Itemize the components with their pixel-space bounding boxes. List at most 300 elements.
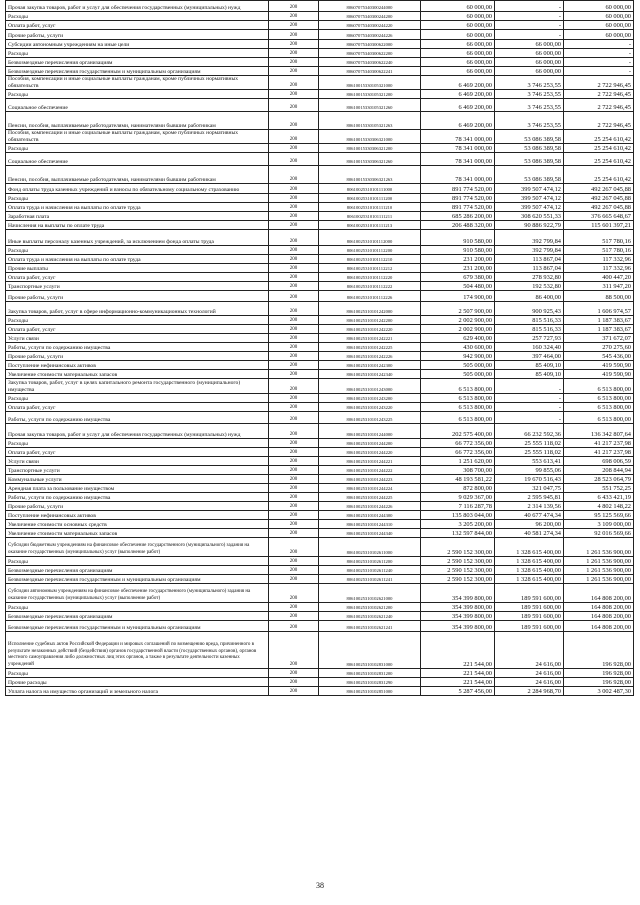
expense-name-cell: Пособия, компенсации и иные социальные выплаты гражданам, кроме публичных нормативных обязательств — [6, 76, 269, 90]
expense-name-cell: Социальное обеспечение — [6, 99, 269, 112]
approved-appropriations-cell: 132 597 844,00 — [421, 529, 495, 538]
expense-name-cell: Расходы — [6, 90, 269, 99]
line-code-cell: 200 — [269, 603, 319, 612]
approved-appropriations-cell: 2 002 900,00 — [421, 316, 495, 325]
executed-amount-cell: 53 086 389,58 — [495, 144, 564, 153]
table-row — [6, 394, 634, 403]
approved-appropriations-cell: 891 774 520,00 — [421, 184, 495, 194]
table-row — [6, 194, 634, 203]
line-code-cell: 200 — [269, 255, 319, 264]
unexecuted-appropriations-cell: 517 780,16 — [564, 246, 634, 255]
line-code-cell: 200 — [269, 343, 319, 352]
unexecuted-appropriations-cell: 545 436,00 — [564, 352, 634, 361]
expense-name-cell: Закупка товаров, работ, услуг в целях капитального ремонта государственного (муниципального) имущества — [6, 379, 269, 394]
expense-name-cell: Расходы — [6, 316, 269, 325]
approved-appropriations-cell: 1 251 620,00 — [421, 457, 495, 466]
line-code-cell: 200 — [269, 130, 319, 144]
approved-appropriations-cell: 2 590 152 300,00 — [421, 566, 495, 575]
unexecuted-appropriations-cell: 164 808 200,00 — [564, 603, 634, 612]
expense-name-cell: Транспортные услуги — [6, 466, 269, 475]
approved-appropriations-cell: 78 341 000,00 — [421, 144, 495, 153]
budget-classification-code-cell: 80607075340300622240 — [319, 58, 421, 67]
line-code-cell: 200 — [269, 566, 319, 575]
approved-appropriations-cell: 6 469 200,00 — [421, 76, 495, 90]
table-row — [6, 30, 634, 40]
budget-classification-code-cell: 80610015330105321000 — [319, 76, 421, 90]
budget-classification-code-cell: 80610025310101242300 — [319, 361, 421, 370]
executed-amount-cell: 25 555 118,02 — [495, 439, 564, 448]
approved-appropriations-cell: 60 000,00 — [421, 21, 495, 30]
executed-amount-cell: 189 591 600,00 — [495, 621, 564, 632]
executed-amount-cell: 3 746 253,55 — [495, 112, 564, 130]
budget-classification-code-cell: 80610025310102831290 — [319, 678, 421, 687]
expense-name-cell: Субсидии автономным учреждениям на финансовое обеспечение государственного (муниципального) задания на оказание государственных (муниципальных) услуг (выполнение работ) — [6, 584, 269, 603]
line-code-cell: 200 — [269, 403, 319, 412]
budget-classification-code-cell: 80610025310101112210 — [319, 255, 421, 264]
line-code-cell: 200 — [269, 412, 319, 424]
unexecuted-appropriations-cell: 88 500,00 — [564, 291, 634, 302]
expense-name-cell: Расходы — [6, 394, 269, 403]
executed-amount-cell: 278 932,80 — [495, 273, 564, 282]
table-body — [6, 1, 634, 696]
line-code-cell: 200 — [269, 511, 319, 520]
budget-classification-code-cell: 80610025310101243220 — [319, 403, 421, 412]
table-row — [6, 246, 634, 255]
approved-appropriations-cell: 174 900,00 — [421, 291, 495, 302]
unexecuted-appropriations-cell: - — [564, 40, 634, 49]
executed-amount-cell: 399 507 474,12 — [495, 194, 564, 203]
table-row — [6, 1, 634, 12]
approved-appropriations-cell: 6 469 200,00 — [421, 90, 495, 99]
executed-amount-cell: 392 799,84 — [495, 246, 564, 255]
approved-appropriations-cell: 6 469 200,00 — [421, 112, 495, 130]
unexecuted-appropriations-cell: 164 808 200,00 — [564, 621, 634, 632]
approved-appropriations-cell: 60 000,00 — [421, 30, 495, 40]
budget-classification-code-cell: 80610015330306321000 — [319, 130, 421, 144]
expense-name-cell: Оплата работ, услуг — [6, 448, 269, 457]
executed-amount-cell: - — [495, 412, 564, 424]
expense-name-cell: Расходы — [6, 49, 269, 58]
executed-amount-cell: 66 000,00 — [495, 40, 564, 49]
budget-classification-code-cell: 80607075340300244226 — [319, 30, 421, 40]
line-code-cell: 200 — [269, 12, 319, 21]
executed-amount-cell: 257 727,93 — [495, 334, 564, 343]
executed-amount-cell: 19 670 516,43 — [495, 475, 564, 484]
line-code-cell: 200 — [269, 475, 319, 484]
expense-name-cell: Увеличение стоимости материальных запасов — [6, 370, 269, 379]
line-code-cell: 200 — [269, 203, 319, 212]
line-code-cell: 200 — [269, 40, 319, 49]
executed-amount-cell: - — [495, 30, 564, 40]
unexecuted-appropriations-cell: 1 187 383,67 — [564, 316, 634, 325]
line-code-cell: 200 — [269, 632, 319, 669]
executed-amount-cell: - — [495, 403, 564, 412]
unexecuted-appropriations-cell: 3 002 487,30 — [564, 687, 634, 696]
line-code-cell: 200 — [269, 529, 319, 538]
approved-appropriations-cell: 2 507 900,00 — [421, 302, 495, 316]
line-code-cell: 200 — [269, 520, 319, 529]
unexecuted-appropriations-cell: - — [564, 49, 634, 58]
budget-classification-code-cell: 80610025310101111000 — [319, 184, 421, 194]
executed-amount-cell: 2 314 139,56 — [495, 502, 564, 511]
line-code-cell: 200 — [269, 76, 319, 90]
approved-appropriations-cell: 685 286 200,00 — [421, 212, 495, 221]
executed-amount-cell: - — [495, 379, 564, 394]
approved-appropriations-cell: 504 480,00 — [421, 282, 495, 291]
expense-name-cell: Арендная плата за пользование имуществом — [6, 484, 269, 493]
unexecuted-appropriations-cell: - — [564, 58, 634, 67]
unexecuted-appropriations-cell: 60 000,00 — [564, 21, 634, 30]
approved-appropriations-cell: 206 488 320,00 — [421, 221, 495, 230]
table-row — [6, 603, 634, 612]
executed-amount-cell: 40 581 274,34 — [495, 529, 564, 538]
unexecuted-appropriations-cell: 208 844,94 — [564, 466, 634, 475]
approved-appropriations-cell: 78 341 000,00 — [421, 166, 495, 184]
budget-classification-code-cell: 80610025310102621240 — [319, 612, 421, 621]
table-row — [6, 669, 634, 678]
expense-name-cell: Пенсии, пособия, выплачиваемые работодателями, нанимателями бывшим работникам — [6, 112, 269, 130]
budget-classification-code-cell: 80610025310101243200 — [319, 394, 421, 403]
expense-name-cell: Безвозмездные перечисления организациям — [6, 58, 269, 67]
expense-name-cell: Безвозмездные перечисления организациям — [6, 612, 269, 621]
budget-classification-code-cell: 80610025310101111213 — [319, 221, 421, 230]
table-row — [6, 230, 634, 246]
unexecuted-appropriations-cell: 164 808 200,00 — [564, 584, 634, 603]
budget-classification-code-cell: 80607075340300622200 — [319, 49, 421, 58]
unexecuted-appropriations-cell: 419 590,90 — [564, 361, 634, 370]
unexecuted-appropriations-cell: 400 447,20 — [564, 273, 634, 282]
approved-appropriations-cell: 942 900,00 — [421, 352, 495, 361]
budget-classification-code-cell: 80610025310102621200 — [319, 603, 421, 612]
budget-classification-code-cell: 80610025310101242200 — [319, 316, 421, 325]
unexecuted-appropriations-cell: 2 722 946,45 — [564, 90, 634, 99]
expense-name-cell: Начисления на выплаты по оплате труда — [6, 221, 269, 230]
executed-amount-cell: 53 086 389,58 — [495, 130, 564, 144]
executed-amount-cell: - — [495, 394, 564, 403]
approved-appropriations-cell: 2 002 900,00 — [421, 325, 495, 334]
executed-amount-cell: 1 328 615 400,00 — [495, 575, 564, 584]
table-row — [6, 302, 634, 316]
approved-appropriations-cell: 6 513 800,00 — [421, 379, 495, 394]
budget-classification-code-cell: 80610025310101244224 — [319, 484, 421, 493]
executed-amount-cell: 24 616,00 — [495, 678, 564, 687]
table-row — [6, 112, 634, 130]
unexecuted-appropriations-cell: 196 928,00 — [564, 632, 634, 669]
expense-name-cell: Поступление нефинансовых активов — [6, 511, 269, 520]
approved-appropriations-cell: 66 000,00 — [421, 49, 495, 58]
line-code-cell: 200 — [269, 457, 319, 466]
table-row — [6, 334, 634, 343]
approved-appropriations-cell: 221 544,00 — [421, 678, 495, 687]
table-row — [6, 282, 634, 291]
executed-amount-cell: 1 328 615 400,00 — [495, 538, 564, 557]
approved-appropriations-cell: 202 575 400,00 — [421, 424, 495, 439]
line-code-cell: 200 — [269, 352, 319, 361]
unexecuted-appropriations-cell: 25 254 610,42 — [564, 144, 634, 153]
approved-appropriations-cell: 6 513 800,00 — [421, 394, 495, 403]
table-row — [6, 621, 634, 632]
unexecuted-appropriations-cell: 196 928,00 — [564, 678, 634, 687]
budget-classification-code-cell: 80610025310101242000 — [319, 302, 421, 316]
expense-name-cell: Прочие выплаты — [6, 264, 269, 273]
unexecuted-appropriations-cell: 1 261 536 900,00 — [564, 538, 634, 557]
unexecuted-appropriations-cell: 376 665 648,67 — [564, 212, 634, 221]
table-row — [6, 12, 634, 21]
line-code-cell: 200 — [269, 291, 319, 302]
expense-name-cell: Увеличение стоимости материальных запасов — [6, 529, 269, 538]
approved-appropriations-cell: 354 399 800,00 — [421, 621, 495, 632]
approved-appropriations-cell: 66 000,00 — [421, 58, 495, 67]
expense-name-cell: Оплата работ, услуг — [6, 325, 269, 334]
expense-name-cell: Оплата работ, услуг — [6, 21, 269, 30]
approved-appropriations-cell: 891 774 520,00 — [421, 194, 495, 203]
table-row — [6, 424, 634, 439]
budget-classification-code-cell: 80610025310101112000 — [319, 230, 421, 246]
approved-appropriations-cell: 135 803 044,00 — [421, 511, 495, 520]
budget-classification-code-cell: 80610025310101111210 — [319, 203, 421, 212]
table-row — [6, 632, 634, 669]
expense-name-cell: Безвозмездные перечисления государственным и муниципальным организациям — [6, 575, 269, 584]
budget-classification-code-cell: 80610025310101242225 — [319, 343, 421, 352]
budget-classification-code-cell: 80610025310101242226 — [319, 352, 421, 361]
table-row — [6, 325, 634, 334]
table-row — [6, 575, 634, 584]
expense-name-cell: Коммунальные услуги — [6, 475, 269, 484]
expense-name-cell: Расходы — [6, 144, 269, 153]
approved-appropriations-cell: 66 772 356,00 — [421, 439, 495, 448]
budget-classification-code-cell: 80610025310102621000 — [319, 584, 421, 603]
approved-appropriations-cell: 2 590 152 300,00 — [421, 575, 495, 584]
budget-classification-code-cell: 80610025310101112212 — [319, 264, 421, 273]
executed-amount-cell: 553 613,41 — [495, 457, 564, 466]
table-row — [6, 612, 634, 621]
unexecuted-appropriations-cell: 6 433 421,19 — [564, 493, 634, 502]
approved-appropriations-cell: 66 000,00 — [421, 40, 495, 49]
table-row — [6, 493, 634, 502]
budget-classification-code-cell: 80610025310102831200 — [319, 669, 421, 678]
expense-name-cell: Расходы — [6, 603, 269, 612]
expense-name-cell: Расходы — [6, 669, 269, 678]
approved-appropriations-cell: 910 580,00 — [421, 246, 495, 255]
unexecuted-appropriations-cell: 92 016 569,66 — [564, 529, 634, 538]
approved-appropriations-cell: 3 205 200,00 — [421, 520, 495, 529]
executed-amount-cell: 66 000,00 — [495, 67, 564, 76]
table-row — [6, 448, 634, 457]
line-code-cell: 200 — [269, 557, 319, 566]
table-row — [6, 21, 634, 30]
executed-amount-cell: 53 086 389,58 — [495, 153, 564, 166]
approved-appropriations-cell: 6 513 800,00 — [421, 412, 495, 424]
expense-name-cell: Расходы — [6, 557, 269, 566]
table-row — [6, 343, 634, 352]
budget-classification-code-cell: 80610025310101112220 — [319, 273, 421, 282]
unexecuted-appropriations-cell: 2 722 946,45 — [564, 112, 634, 130]
executed-amount-cell: - — [495, 21, 564, 30]
line-code-cell: 200 — [269, 282, 319, 291]
line-code-cell: 200 — [269, 584, 319, 603]
expense-name-cell: Безвозмездные перечисления организациям — [6, 566, 269, 575]
line-code-cell: 200 — [269, 687, 319, 696]
expense-name-cell: Фонд оплаты труда казенных учреждений и взносы по обязательному социальному страхованию — [6, 184, 269, 194]
executed-amount-cell: 66 232 592,36 — [495, 424, 564, 439]
line-code-cell: 200 — [269, 678, 319, 687]
expense-name-cell: Расходы — [6, 12, 269, 21]
budget-execution-table — [5, 0, 634, 696]
unexecuted-appropriations-cell: 6 513 800,00 — [564, 412, 634, 424]
executed-amount-cell: 113 867,04 — [495, 264, 564, 273]
executed-amount-cell: 192 532,80 — [495, 282, 564, 291]
budget-classification-code-cell: 80610015330306321200 — [319, 144, 421, 153]
unexecuted-appropriations-cell: 60 000,00 — [564, 12, 634, 21]
unexecuted-appropriations-cell: 2 722 946,45 — [564, 76, 634, 90]
unexecuted-appropriations-cell: 136 342 807,64 — [564, 424, 634, 439]
table-row — [6, 538, 634, 557]
table-row — [6, 361, 634, 370]
budget-classification-code-cell: 80610025310101244300 — [319, 511, 421, 520]
approved-appropriations-cell: 354 399 800,00 — [421, 603, 495, 612]
expense-name-cell: Услуги связи — [6, 334, 269, 343]
approved-appropriations-cell: 78 341 000,00 — [421, 153, 495, 166]
executed-amount-cell: 399 507 474,12 — [495, 203, 564, 212]
expense-name-cell: Работы, услуги по содержанию имущества — [6, 343, 269, 352]
budget-classification-code-cell: 80610025310102611200 — [319, 557, 421, 566]
budget-classification-code-cell: 80607075340300244000 — [319, 1, 421, 12]
executed-amount-cell: 189 591 600,00 — [495, 603, 564, 612]
budget-classification-code-cell: 80610025310101111211 — [319, 212, 421, 221]
budget-classification-code-cell: 80610025310102621241 — [319, 621, 421, 632]
unexecuted-appropriations-cell: 115 601 397,21 — [564, 221, 634, 230]
approved-appropriations-cell: 66 772 356,00 — [421, 448, 495, 457]
table-row — [6, 144, 634, 153]
executed-amount-cell: 815 516,33 — [495, 325, 564, 334]
budget-classification-code-cell: 80610025310101243225 — [319, 412, 421, 424]
budget-classification-code-cell: 80610025310101244310 — [319, 520, 421, 529]
line-code-cell: 200 — [269, 334, 319, 343]
page-number: 38 — [316, 881, 324, 890]
expense-name-cell: Оплата работ, услуг — [6, 273, 269, 282]
executed-amount-cell: - — [495, 12, 564, 21]
approved-appropriations-cell: 6 469 200,00 — [421, 99, 495, 112]
table-row — [6, 557, 634, 566]
budget-classification-code-cell: 80610025310101244226 — [319, 502, 421, 511]
budget-classification-code-cell: 80610015330306321263 — [319, 166, 421, 184]
unexecuted-appropriations-cell: 1 261 536 900,00 — [564, 575, 634, 584]
budget-classification-code-cell: 80610025310101111200 — [319, 194, 421, 203]
approved-appropriations-cell: 231 200,00 — [421, 264, 495, 273]
unexecuted-appropriations-cell: 117 332,96 — [564, 255, 634, 264]
executed-amount-cell: 85 409,10 — [495, 361, 564, 370]
budget-classification-code-cell: 80610025310101244000 — [319, 424, 421, 439]
budget-classification-code-cell: 80610025310101244223 — [319, 475, 421, 484]
unexecuted-appropriations-cell: 117 332,96 — [564, 264, 634, 273]
approved-appropriations-cell: 60 000,00 — [421, 1, 495, 12]
approved-appropriations-cell: 60 000,00 — [421, 12, 495, 21]
budget-classification-code-cell: 80610025310102851000 — [319, 687, 421, 696]
executed-amount-cell: 99 855,06 — [495, 466, 564, 475]
unexecuted-appropriations-cell: 517 780,16 — [564, 230, 634, 246]
unexecuted-appropriations-cell: 1 606 974,57 — [564, 302, 634, 316]
line-code-cell: 200 — [269, 90, 319, 99]
line-code-cell: 200 — [269, 316, 319, 325]
unexecuted-appropriations-cell: 492 267 045,88 — [564, 184, 634, 194]
executed-amount-cell: 1 328 615 400,00 — [495, 566, 564, 575]
table-row — [6, 76, 634, 90]
executed-amount-cell: 66 000,00 — [495, 58, 564, 67]
line-code-cell: 200 — [269, 212, 319, 221]
budget-classification-code-cell: 80610025310101244220 — [319, 448, 421, 457]
budget-classification-code-cell: 80610025310102611240 — [319, 566, 421, 575]
approved-appropriations-cell: 66 000,00 — [421, 67, 495, 76]
executed-amount-cell: 399 507 474,12 — [495, 184, 564, 194]
line-code-cell: 200 — [269, 221, 319, 230]
line-code-cell: 200 — [269, 493, 319, 502]
table-row — [6, 352, 634, 361]
budget-classification-code-cell: 80610015330105321200 — [319, 90, 421, 99]
budget-classification-code-cell: 80610015330105321260 — [319, 99, 421, 112]
unexecuted-appropriations-cell: 41 217 237,98 — [564, 448, 634, 457]
approved-appropriations-cell: 7 116 287,78 — [421, 502, 495, 511]
unexecuted-appropriations-cell: 164 808 200,00 — [564, 612, 634, 621]
line-code-cell: 200 — [269, 194, 319, 203]
unexecuted-appropriations-cell: 270 275,60 — [564, 343, 634, 352]
expense-name-cell: Поступление нефинансовых активов — [6, 361, 269, 370]
expense-name-cell: Прочие работы, услуги — [6, 30, 269, 40]
line-code-cell: 200 — [269, 184, 319, 194]
line-code-cell: 200 — [269, 166, 319, 184]
executed-amount-cell: 90 886 922,79 — [495, 221, 564, 230]
expense-name-cell: Работы, услуги по содержанию имущества — [6, 412, 269, 424]
line-code-cell: 200 — [269, 466, 319, 475]
executed-amount-cell: 1 328 615 400,00 — [495, 557, 564, 566]
unexecuted-appropriations-cell: - — [564, 67, 634, 76]
approved-appropriations-cell: 629 400,00 — [421, 334, 495, 343]
budget-classification-code-cell: 80610015330306321260 — [319, 153, 421, 166]
budget-classification-code-cell: 80610025310101242221 — [319, 334, 421, 343]
expense-name-cell: Исполнение судебных актов Российской Федерации и мировых соглашений по возмещению вреда, причиненного в результате незаконных действий (бездействия) органов государственной власти (государственных органов), органов местного самоуправления либо должностных лиц этих органов, а также в результате деятельности казенных учреждений — [6, 632, 269, 669]
expense-name-cell: Субсидии бюджетным учреждениям на финансовое обеспечение государственного (муниципального) задания на оказание государственных (муниципальных) услуг (выполнение работ) — [6, 538, 269, 557]
table-row — [6, 99, 634, 112]
expense-name-cell: Работы, услуги по содержанию имущества — [6, 493, 269, 502]
budget-classification-code-cell: 80610025310101112200 — [319, 246, 421, 255]
expense-name-cell: Расходы — [6, 194, 269, 203]
approved-appropriations-cell: 231 200,00 — [421, 255, 495, 264]
expense-name-cell: Расходы — [6, 439, 269, 448]
expense-name-cell: Прочая закупка товаров, работ и услуг для обеспечения государственных (муниципальных) нужд — [6, 424, 269, 439]
table-row — [6, 273, 634, 282]
table-row — [6, 291, 634, 302]
line-code-cell: 200 — [269, 379, 319, 394]
table-row — [6, 566, 634, 575]
executed-amount-cell: 189 591 600,00 — [495, 584, 564, 603]
line-code-cell: 200 — [269, 273, 319, 282]
unexecuted-appropriations-cell: 28 523 064,79 — [564, 475, 634, 484]
expense-name-cell: Безвозмездные перечисления государственным и муниципальным организациям — [6, 67, 269, 76]
line-code-cell: 200 — [269, 21, 319, 30]
budget-classification-code-cell: 80610025310102611000 — [319, 538, 421, 557]
line-code-cell: 200 — [269, 370, 319, 379]
expense-name-cell: Услуги связи — [6, 457, 269, 466]
expense-name-cell: Расходы — [6, 246, 269, 255]
table-row — [6, 379, 634, 394]
expense-name-cell: Оплата труда и начисления на выплаты по оплате труда — [6, 203, 269, 212]
executed-amount-cell: 2 284 968,70 — [495, 687, 564, 696]
executed-amount-cell: 53 086 389,58 — [495, 166, 564, 184]
unexecuted-appropriations-cell: 196 928,00 — [564, 669, 634, 678]
unexecuted-appropriations-cell: 419 590,90 — [564, 370, 634, 379]
budget-classification-code-cell: 80607075340300622000 — [319, 40, 421, 49]
table-row — [6, 678, 634, 687]
line-code-cell: 200 — [269, 99, 319, 112]
